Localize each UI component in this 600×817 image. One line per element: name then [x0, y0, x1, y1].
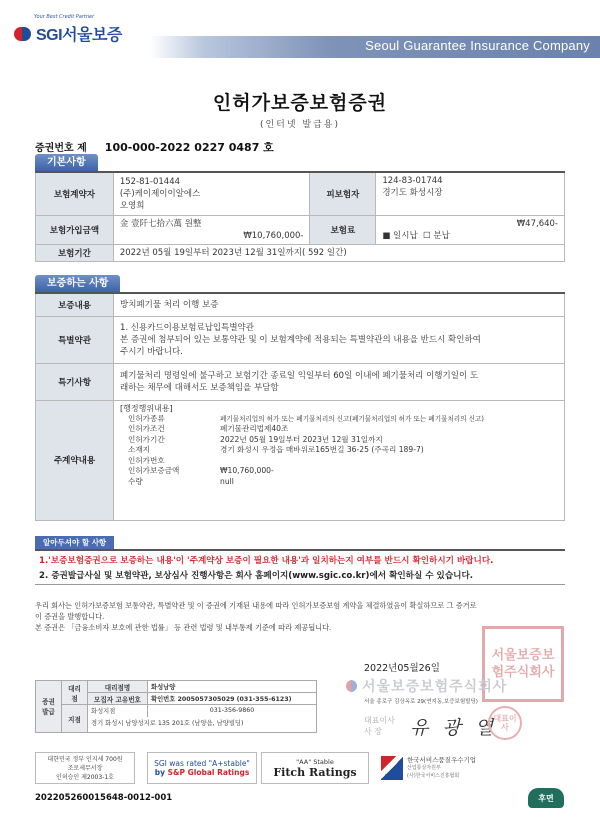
- branch-name: 화성지점: [88, 705, 148, 717]
- special-terms-value: [114, 316, 565, 363]
- special-terms-line: 1. 신용카드이용보험료납입특별약관: [120, 322, 254, 333]
- notice-line-2: 2. 증권발급사실 및 보험약관, 보상심사 진행사항은 회사 홈페이지(www.sgic.co.kr)에서 확인하실 수 있습니다.: [39, 571, 474, 581]
- section-basic-label: 기본사항: [35, 154, 98, 171]
- notice-box: [35, 549, 565, 585]
- main-contract-value-text: 폐기물관리법제40조: [220, 424, 289, 433]
- main-contract-row: [120, 456, 558, 467]
- pay-lump-checkbox: ■ 일시납: [382, 230, 418, 241]
- main-contract-key: 수량: [128, 476, 143, 486]
- sp-rating-badge: [147, 752, 257, 784]
- premium-value-cell: [376, 215, 565, 244]
- ceo-signature: 유 광 열: [410, 717, 498, 739]
- company-logo-icon: [346, 680, 358, 692]
- branch-address: 경기 화성시 남양성지로 135 201호 (남양읍, 남양빌딩): [88, 717, 317, 729]
- premium-value: ₩47,640-: [516, 218, 558, 229]
- amount-hanja: 金 壹阡七拾六萬 원整: [119, 218, 202, 229]
- content-label: 보증내용: [36, 293, 114, 316]
- policyholder-name: (주)케이제이이알에스: [119, 188, 201, 199]
- stamp-tax-line: 인허승인 제2003-1호: [56, 773, 114, 781]
- amount-value-cell: [113, 215, 310, 244]
- page-title: 인허가보증보험증권: [212, 92, 388, 114]
- sp-rating-line: SGI was rated "A+stable": [154, 759, 250, 768]
- agency-name: 화성남양: [148, 681, 317, 693]
- sp-rating-name: [155, 768, 250, 777]
- service-quality-line: 산업통상자원부: [407, 765, 441, 771]
- fitch-rating-name: Fitch Ratings: [273, 765, 357, 779]
- company-name-text: 서울보증보험주식회사: [362, 679, 508, 695]
- main-contract-row: [120, 414, 558, 425]
- agency-name-label: 대리점명: [88, 681, 148, 693]
- policyholder-reg: 152-81-01444: [119, 176, 181, 187]
- insured-reg: 124-83-01744: [382, 176, 443, 186]
- notice-line-1: 1.'보증보험증권으로 보증하는 내용'이 '주계약상 보증이 필요한 내용'과 일치하는지 여부를 반드시 확인하시기 바랍니다.: [39, 556, 494, 566]
- back-side-button[interactable]: 후면: [528, 788, 564, 808]
- certificate-number-value: 100-000-2022 0227 0487 호: [104, 141, 274, 154]
- insured-value: [376, 172, 565, 215]
- page-subtitle: (인터넷 발급용): [259, 120, 341, 130]
- special-terms-line: 주시기 바랍니다.: [120, 346, 183, 357]
- main-contract-row: [120, 477, 558, 488]
- main-contract-row: [120, 466, 558, 477]
- content-value: 방치폐기물 처리 이행 보증: [114, 293, 565, 316]
- issue-date: 2022년05월26일: [364, 663, 440, 674]
- legal-line: 우리 회사는 인허가보증보험 보통약관, 특별약관 및 이 증권에 기재된 내용에 따라 인허가보증보험 계약을 체결하였음이 확실하므로 그 증거로: [35, 601, 477, 610]
- section-guarantee-label: 보증하는 사항: [35, 275, 120, 292]
- ceo-seal: 대표이사: [488, 706, 522, 740]
- stamp-tax-line: 조로세무서장: [67, 764, 103, 772]
- header: [0, 0, 600, 60]
- main-contract-key: 인허가보증금액: [128, 466, 180, 475]
- pay-install-checkbox: ☐ 분납: [423, 230, 450, 241]
- special-terms-line: 본 증권에 첨부되어 있는 보통약관 및 이 보험계약에 적용되는 특별약관의 내용을 반드시 확인하여: [120, 334, 481, 345]
- agency-label: 대리점: [62, 681, 88, 705]
- fitch-rating-grade: "AA" Stable: [296, 757, 334, 766]
- main-contract-row: [120, 424, 558, 435]
- legal-line: 이 증권을 발행합니다.: [35, 612, 105, 621]
- main-contract-key: 인허가기간: [128, 434, 165, 444]
- company-address: 서울 종로구 김상옥로 29(연지동,보증보험빌딩): [364, 699, 478, 705]
- policyholder-label: 보험계약자: [36, 172, 114, 215]
- insured-name: 경기도 화성시장: [382, 188, 443, 198]
- main-contract-header: [행정행위내용]: [120, 403, 173, 413]
- period-label: 보험기간: [36, 244, 114, 261]
- amount-value: ₩10,760,000-: [243, 230, 304, 241]
- company-seal: 서울보증보험주식회사: [482, 626, 564, 702]
- main-contract-row: [120, 445, 558, 456]
- certificate-number: [35, 139, 274, 155]
- fitch-rating-badge: [261, 752, 369, 784]
- main-contract-value-text: 2022년 05월 19일부터 2023년 12월 31일까지: [220, 434, 383, 444]
- main-contract-key: 인허가종류: [128, 413, 165, 423]
- header-band: [150, 36, 600, 58]
- main-contract-value-text: 폐기물처리업의 허가 또는 폐기물처리의 신고(폐기물처리업의 허가 또는 폐기물처리의 신고): [220, 414, 484, 423]
- document-serial: 202205260015648-0012-001: [35, 793, 173, 803]
- special-note-label: 특기사항: [36, 363, 114, 400]
- main-contract-value: [114, 400, 565, 520]
- branch-phone: 031-356-9860: [148, 705, 317, 717]
- agency-code-label: 모집자 고유번호: [88, 693, 148, 705]
- legal-line: 본 증권은 「금융소비자 보호에 관한 법률」 등 관련 법령 및 내부통제 기준에 따라 제공됩니다.: [35, 623, 332, 632]
- stamp-tax-badge: [35, 752, 135, 784]
- main-contract-value-text: 경기 화성시 우정읍 매바위로165번길 36-25 (주곡리 189-7): [220, 445, 424, 454]
- notice-label: 알아두셔야 할 사항: [35, 536, 114, 549]
- basic-info-table: [35, 171, 565, 262]
- sgi-logo: [14, 22, 122, 45]
- amount-label: 보험가입금액: [36, 215, 114, 244]
- main-contract-value-text: null: [220, 476, 234, 486]
- special-note-line: 폐기물처리 명령일에 불구하고 보험기간 종료일 익일부터 60일 이내에 폐기물처리 이행기일이 도: [120, 370, 479, 381]
- company-name: [346, 676, 507, 696]
- ks-quality-icon: [381, 756, 403, 780]
- main-contract-rows: [120, 414, 558, 488]
- policyholder-rep: 오영희: [119, 200, 145, 211]
- special-terms-label: 특별약관: [36, 316, 114, 363]
- premium-label: 보험료: [310, 215, 376, 244]
- main-contract-key: 인허가번호: [128, 455, 165, 465]
- service-quality-line: (사)한국서비스진흥협회: [407, 773, 460, 779]
- policyholder-value: [113, 172, 310, 215]
- special-note-line: 래하는 채무에 대해서도 보증책임을 부담함: [120, 382, 279, 393]
- insured-label: 피보험자: [310, 172, 376, 215]
- guarantee-table: [35, 292, 565, 521]
- logo-tagline: Your Best Credit Partner: [34, 14, 95, 20]
- ceo-label-line: 대표이사: [364, 716, 395, 725]
- issue-label: 증권발급: [36, 681, 62, 733]
- payment-method: [382, 230, 558, 242]
- ceo-label-line: 사 장: [364, 727, 382, 736]
- main-contract-row: [120, 435, 558, 446]
- main-contract-value-text: ₩10,760,000-: [220, 466, 274, 475]
- certificate-number-label: 증권번호 제: [35, 143, 87, 154]
- agency-code: 확인번호 2005057305029 (031-355-6123): [148, 693, 317, 705]
- rating-badges: [35, 752, 565, 784]
- period-value: 2022년 05월 19일부터 2023년 12월 31일까지( 592 일간): [113, 244, 564, 261]
- main-contract-label: 주계약내용: [36, 400, 114, 520]
- sgi-logo-icon: [14, 25, 32, 43]
- sp-rating-org: S&P Global Ratings: [167, 768, 250, 777]
- service-quality-badge: [377, 752, 503, 784]
- agent-table: [35, 680, 317, 733]
- header-band-text: Seoul Guarantee Insurance Company: [365, 38, 590, 53]
- logo-text: SGI서울보증: [36, 27, 122, 44]
- stamp-tax-line: 대한민국 정부 인지세 700원: [47, 755, 123, 763]
- main-contract-key: 인허가조건: [128, 424, 165, 433]
- service-quality-title: 한국서비스품질우수기업: [407, 756, 477, 764]
- special-note-value: [114, 363, 565, 400]
- branch-label: 지점: [62, 705, 88, 733]
- main-contract-key: 소재지: [128, 445, 151, 454]
- ceo-label: [364, 715, 395, 737]
- sp-rating-pre: by: [154, 768, 168, 777]
